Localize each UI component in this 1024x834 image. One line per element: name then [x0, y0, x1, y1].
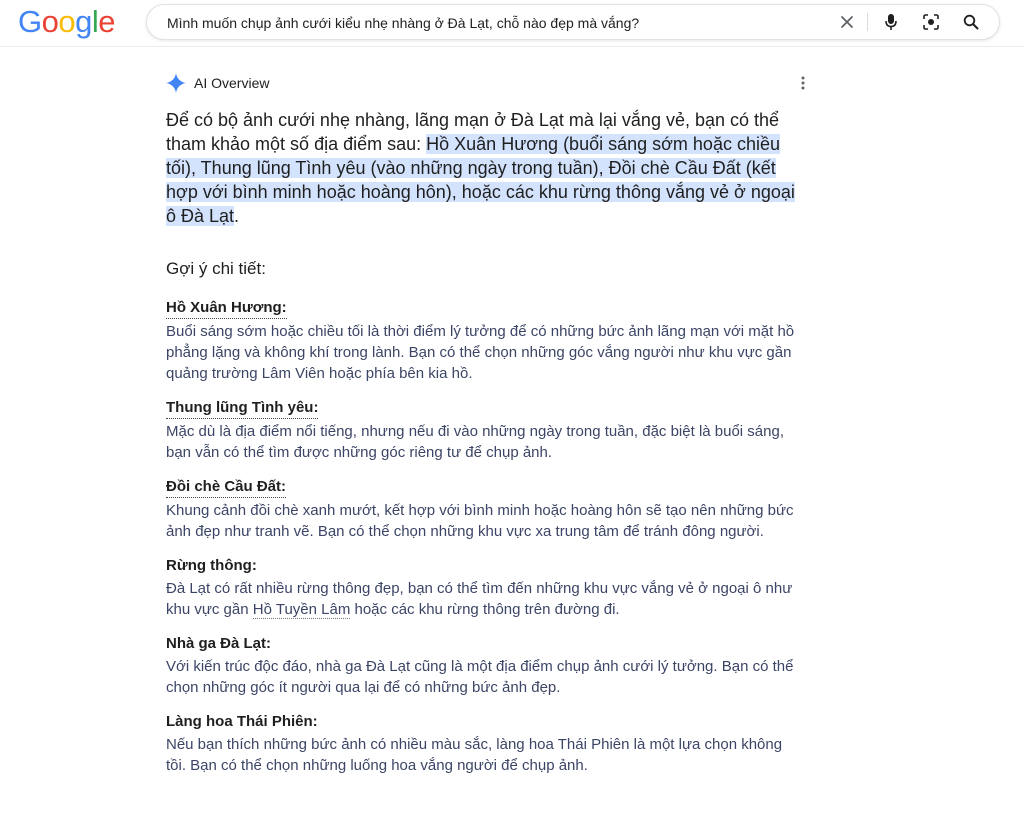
location-item	[166, 477, 796, 542]
logo-letter: l	[91, 4, 99, 39]
ai-overview-content	[166, 108, 796, 776]
logo-letter: g	[75, 4, 92, 39]
search-icon[interactable]	[961, 12, 981, 32]
location-title[interactable]: Hồ Xuân Hương:	[166, 298, 287, 319]
lens-icon[interactable]	[921, 12, 941, 32]
search-input[interactable]	[165, 5, 829, 41]
location-item	[166, 634, 796, 698]
intro-highlight: Hồ Xuân Hương (buổi sáng sớm hoặc chiều tối), Thung lũng Tình yêu (vào những ngày trong tuần), Đồi chè Cầu Đất (kết hợp với bình minh hoặc hoàng hôn), hoặc các khu rừng thông vắng vẻ ở ngoại ô Đà Lạt	[166, 134, 795, 226]
gemini-sparkle-icon	[166, 73, 186, 93]
location-description: Với kiến trúc độc đáo, nhà ga Đà Lạt cũng là một địa điểm chụp ảnh cưới lý tưởng. Bạn có thể chọn những góc ít người qua lại để có những bức ảnh đẹp.	[166, 658, 794, 696]
more-options-icon[interactable]	[796, 74, 810, 92]
close-icon[interactable]	[837, 12, 857, 32]
ho-tuyen-lam-link[interactable]: Hồ Tuyền Lâm	[252, 601, 351, 618]
logo-letter: o	[58, 4, 76, 39]
location-item	[166, 398, 796, 463]
intro-suffix: .	[234, 206, 240, 226]
logo-letter: e	[98, 4, 116, 39]
location-item	[166, 556, 796, 620]
header-bar	[0, 0, 1024, 47]
location-title[interactable]: Thung lũng Tình yêu:	[166, 398, 318, 419]
description-text: Đà Lạt có rất nhiều rừng thông đẹp, bạn có thể tìm đến những khu vực vắng vẻ ở ngoại ô như khu vực gần	[166, 580, 793, 618]
google-logo[interactable]	[18, 4, 115, 40]
intro-prefix: Để có bộ ảnh cưới nhẹ nhàng, lãng mạn ở Đà Lạt mà lại vắng vẻ, bạn có thể tham khảo một số địa điểm sau:	[166, 110, 780, 154]
microphone-icon[interactable]	[881, 12, 901, 32]
ai-overview-header	[166, 72, 269, 94]
location-description: Buổi sáng sớm hoặc chiều tối là thời điểm lý tưởng để có những bức ảnh lãng mạn với mặt hồ phẳng lặng và không khí trong lành. Bạn có thể chọn những góc vắng người như khu vực gần quảng trường Lâm Viên hoặc phía bên kia hồ.	[166, 323, 795, 382]
location-description: Nếu bạn thích những bức ảnh có nhiều màu sắc, làng hoa Thái Phiên là một lựa chọn không tồi. Bạn có thể chọn những luống hoa vắng người để chụp ảnh.	[166, 736, 783, 774]
location-item	[166, 298, 796, 384]
logo-letter: o	[41, 4, 59, 39]
overview-intro	[166, 108, 796, 228]
logo-letter: G	[18, 4, 42, 39]
location-description: Khung cảnh đồi chè xanh mướt, kết hợp với bình minh hoặc hoàng hôn sẽ tạo nên những bức ảnh đẹp như tranh vẽ. Bạn có thể chọn những khu vực xa trung tâm để tránh đông người.	[166, 502, 794, 540]
description-text: hoặc các khu rừng thông trên đường đi.	[350, 601, 620, 618]
search-divider	[867, 13, 868, 31]
location-description	[166, 578, 796, 620]
location-description: Mặc dù là địa điểm nổi tiếng, nhưng nếu đi vào những ngày trong tuần, đặc biệt là buổi sáng, bạn vẫn có thể tìm được những góc riêng tư để chụp ảnh.	[166, 423, 785, 461]
details-subheading: Gợi ý chi tiết:	[166, 259, 266, 278]
ai-overview-title: AI Overview	[194, 75, 270, 91]
location-title: Nhà ga Đà Lạt:	[166, 635, 272, 652]
location-title: Làng hoa Thái Phiên:	[166, 713, 318, 730]
location-title: Rừng thông:	[166, 557, 257, 574]
location-item	[166, 712, 796, 776]
location-title[interactable]: Đồi chè Cầu Đất:	[166, 477, 286, 498]
search-box	[146, 4, 1000, 40]
